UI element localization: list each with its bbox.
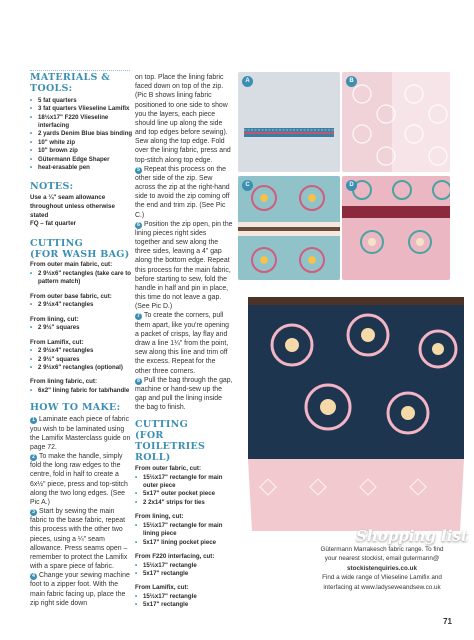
step-number: 5 (135, 167, 142, 174)
outer-main-list (30, 270, 133, 287)
list-item: • 10" brown zip (30, 147, 133, 155)
photo-label-d: D (346, 180, 357, 191)
lining-fabric-label: From lining fabric, cut: (30, 378, 98, 386)
photo-label-a: A (242, 76, 253, 87)
howto-heading: HOW TO MAKE: (30, 402, 121, 414)
list-item: • 2 9½x4" rectangles (30, 347, 133, 355)
list-item: • 3 fat quarters Vlieseline Lamifix (30, 105, 133, 113)
cutting-toiletries-line1: CUTTING (135, 419, 188, 431)
step-text: Pull the bag through the gap, machine or hand-sew up the gap and pull the lining inside the bag to finish. (135, 376, 233, 412)
outer-base-label: From outer base fabric, cut: (30, 292, 112, 300)
lamifix-label: From Lamifix, cut: (30, 338, 84, 346)
shopping-list-body (300, 545, 464, 592)
shopping-line-5: interfacing at www.ladyseweandsew.co.uk (323, 583, 441, 591)
materials-list (30, 97, 133, 173)
list-item: • 2 yards Denim Blue bias binding (30, 130, 133, 138)
step-5 (135, 165, 233, 220)
step-2 (30, 452, 133, 507)
shopping-list-title: Shopping list (356, 527, 468, 545)
step-number: 3 (30, 509, 37, 516)
photo-label-b: B (346, 76, 357, 87)
list-item: • 2 2x14" strips for ties (135, 499, 233, 507)
list-item: • Gütermann Edge Shaper (30, 156, 133, 164)
step-text: Laminate each piece of fabric you wish to be laminated using the Lamifix Masterclass guide on page 72. (30, 416, 131, 451)
list-item: • 2 9½x4" rectangles (30, 301, 133, 309)
step-8 (135, 376, 233, 413)
list-item: • 2 9½" squares (30, 324, 133, 332)
step-4 (30, 571, 133, 608)
outer-base-list (30, 301, 133, 309)
list-item: • heat-erasable pen (30, 164, 133, 172)
step-text: Change your sewing machine foot to a zipper foot. With the main fabric facing up, place the zip right side down (30, 572, 130, 607)
list-item: • 18½x17" F220 Vlieseline interfacing (30, 114, 133, 131)
step-number: 4 (30, 573, 37, 580)
outer-fabric-list (135, 474, 233, 508)
list-item: • 5 fat quarters (30, 97, 133, 105)
list-item: • 5x17" outer pocket piece (135, 490, 233, 498)
cutting-toiletries-heading (135, 420, 233, 464)
page-number: 71 (443, 617, 452, 626)
wash-bag-illustration (238, 283, 474, 533)
step-7 (135, 311, 233, 375)
step-text: Start by sewing the main fabric to the base fabric, repeat this process with the other two pieces, using a ¼" seam allowance. Press seams open – remember to protect the Lamifix with a spare piece of fabric. (30, 508, 128, 571)
photo-a (238, 72, 340, 172)
photo-d (342, 176, 450, 280)
lining2-label: From lining, cut: (135, 513, 184, 521)
lining-fabric-list (30, 387, 133, 395)
zip-sewn-illustration (238, 176, 340, 280)
materials-heading: MATERIALS & TOOLS: (30, 72, 111, 94)
list-item: • 15½x17" rectangle for main outer piece (135, 474, 233, 491)
handle-photo-illustration (238, 72, 340, 172)
step-text: To make the handle, simply fold the long raw edges to the centre, fold in half to create a 6x½" piece, press and top-stitch along the two long edges. (See Pic A.) (30, 453, 128, 506)
list-item: • 6x2" lining fabric for tab/handle (30, 387, 133, 395)
photo-c (238, 176, 340, 280)
f220-label: From F220 interfacing, cut: (135, 552, 215, 560)
list-item: • 15½x17" rectangle for main lining piece (135, 522, 233, 539)
cutting-wash-heading-line1: CUTTING (30, 237, 83, 249)
cutting-wash-heading (30, 239, 133, 261)
photo-label-c: C (242, 180, 253, 191)
list-item: • 10" white zip (30, 139, 133, 147)
shopping-line-4: Find a wide range of Vlieseline Lamifix and (322, 574, 442, 582)
shopping-line-1: Gütermann Marrakesch fabric range. To find (320, 546, 444, 553)
list-item: • 15½x17" rectangle (135, 562, 233, 570)
f220-list (135, 562, 233, 579)
zip-layers-illustration (342, 72, 450, 172)
lamifix2-list (135, 593, 233, 610)
top-divider (30, 70, 130, 71)
list-item: • 15½x17" rectangle (135, 593, 233, 601)
lining2-list (135, 522, 233, 547)
outer-main-label: From outer main fabric, cut: (30, 261, 113, 269)
notes-fq: FQ – fat quarter (30, 220, 77, 228)
step-text: To create the corners, pull them apart, like you're opening a packet of crisps, lay flay and draw a line 1¼" from the point, sew along this line and trim off the excess. Repeat for the other three corners. (135, 312, 230, 375)
step-3 (30, 507, 133, 571)
step-6 (135, 220, 233, 312)
step-number: 2 (30, 454, 37, 461)
list-item: • 2 9½x6" rectangles (optional) (30, 364, 133, 372)
lining-label: From lining, cut: (30, 315, 79, 323)
step-number: 6 (135, 222, 142, 229)
step-text: Repeat this process on the other side of the zip. Sew across the zip at the right-hand side to avoid the zip coming off the end and trim zip. (See Pic C.) (135, 165, 230, 219)
notes-text: Use a ¼" seam allowance throughout unless otherwise stated (30, 194, 115, 219)
list-item: • 2 9½" squares (30, 356, 133, 364)
bag-assembly-illustration (342, 176, 450, 280)
instructions-column (135, 73, 233, 610)
lamifix2-label: From Lamifix, cut: (135, 584, 189, 592)
step-number: 8 (135, 378, 142, 385)
materials-column (30, 73, 133, 608)
continued-text: on top. Place the lining fabric faced down on top of the zip. (Pic B shows lining fabric positioned to one side to show you the layers, each piece should line up along the side and top edges before sewing). Sew along the top edge. Fold over the lining fabric, press and top-stitch along top edge. (135, 74, 231, 164)
list-item: • 2 9½x6" rectangles (take care to pattern match) (30, 270, 133, 287)
step-text: Position the zip open, pin the lining pieces right sides together and sew along the three sides, leaving a 4" gap along the bottom edge. Repeat this process for the main fabric, before starting to sew, fold the handle in half and pin in place, this time do not leave a gap. (See Pic D.) (135, 220, 233, 311)
cutting-toiletries-line2: (FOR TOILETRIES ROLL) (135, 430, 206, 464)
shopping-line-2: your nearest stockist, email gutermann@ (324, 555, 440, 563)
lining-list (30, 324, 133, 332)
list-item: • 5x17" rectangle (135, 570, 233, 578)
list-item: • 5x17" rectangle (135, 601, 233, 609)
outer-fabric-label: From outer fabric, cut: (135, 465, 202, 473)
step-1 (30, 415, 133, 452)
lamifix-list (30, 347, 133, 372)
step-number: 7 (135, 313, 142, 320)
photo-b (342, 72, 450, 172)
shopping-line-3: stockistenquiries.co.uk (347, 564, 417, 572)
list-item: • 5x17" lining pocket piece (135, 539, 233, 547)
step-number: 1 (30, 417, 37, 424)
main-bag-photo (238, 283, 474, 533)
notes-heading: NOTES: (30, 180, 74, 192)
cutting-wash-heading-line2: (FOR WASH BAG) (30, 248, 130, 260)
